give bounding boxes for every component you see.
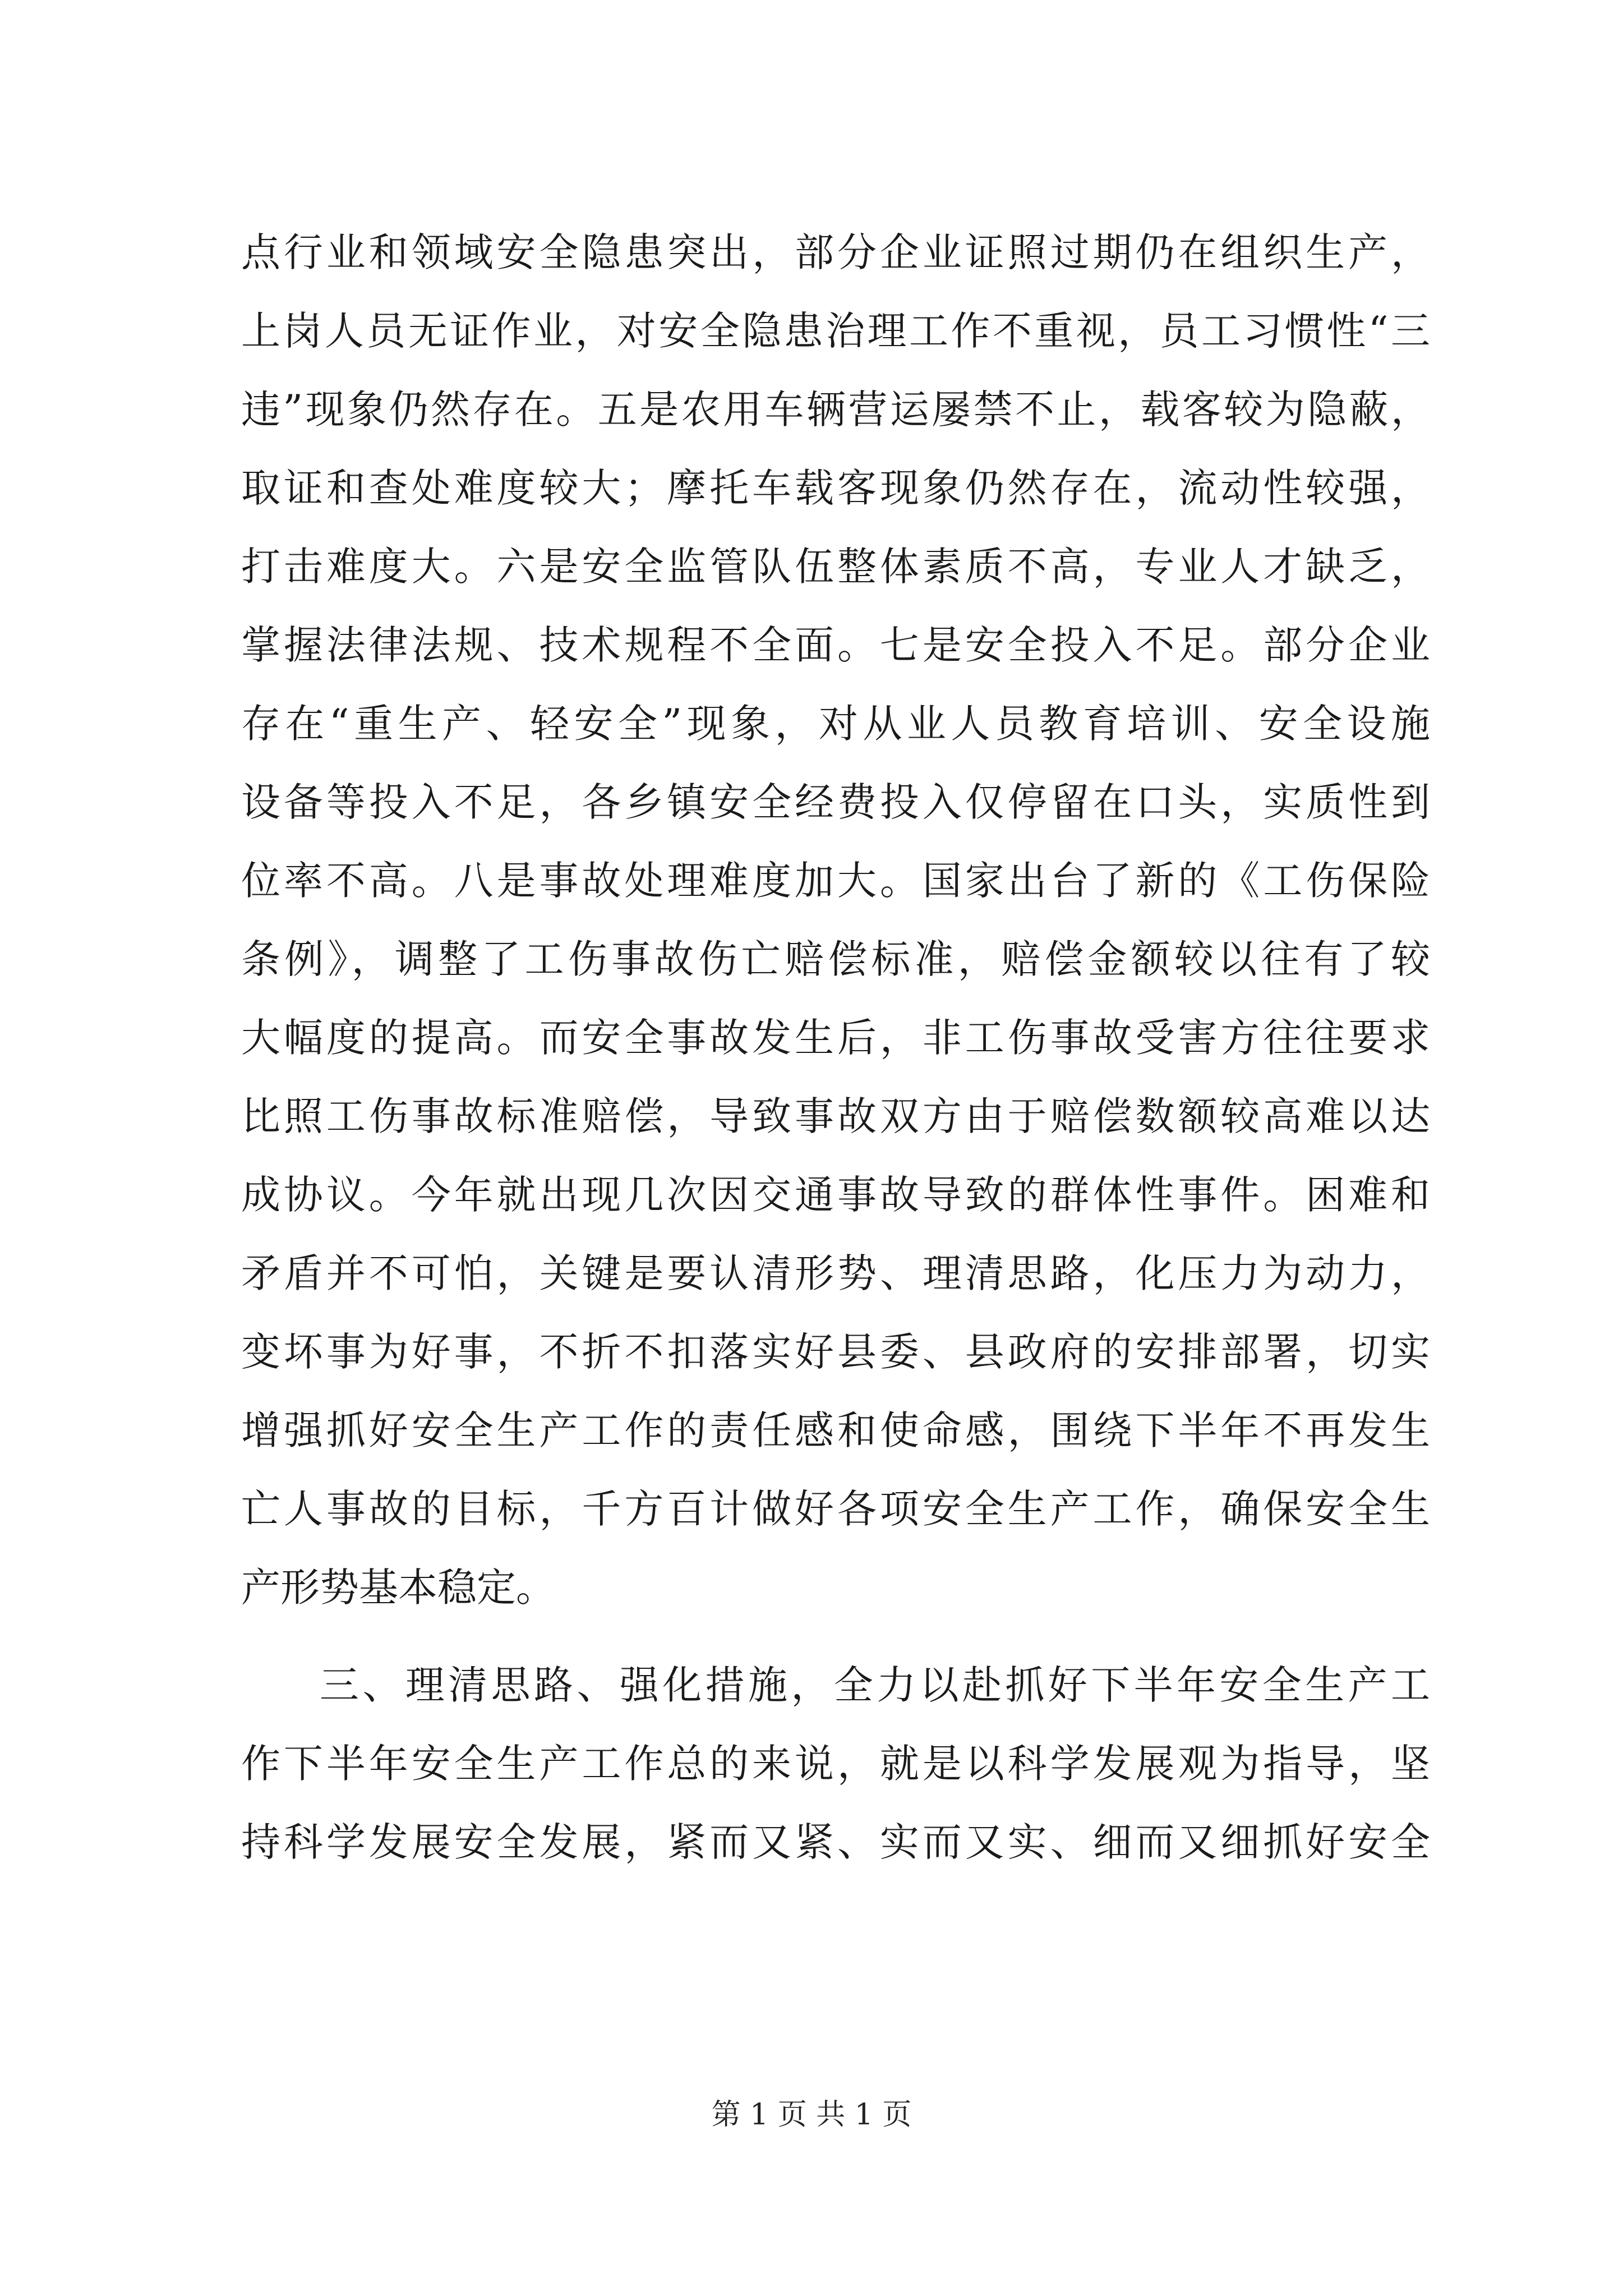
- paragraph-gap: [241, 1627, 1430, 1646]
- text-line: 比照工伤事故标准赔偿，导致事故双方由于赔偿数额较高难以达: [241, 1093, 1430, 1139]
- page-number-footer: 第 1 页 共 1 页: [711, 2098, 912, 2132]
- paragraph-2: [241, 1646, 1430, 1881]
- paragraph-1: [241, 213, 1430, 1627]
- text-line: 打击难度大。六是安全监管队伍整体素质不高，专业人才缺乏，: [241, 544, 1430, 590]
- text-line: 矛盾并不可怕，关键是要认清形势、理清思路，化压力为动力，: [241, 1250, 1430, 1296]
- text-line: 产形势基本稳定。: [241, 1565, 555, 1611]
- text-line: 亡人事故的目标，千方百计做好各项安全生产工作，确保安全生: [241, 1486, 1430, 1532]
- text-line: 设备等投入不足，各乡镇安全经费投入仅停留在口头，实质性到: [241, 779, 1430, 825]
- text-line: 点行业和领域安全隐患突出，部分企业证照过期仍在组织生产，: [241, 229, 1430, 275]
- text-line: 成协议。今年就出现几次因交通事故导致的群体性事件。困难和: [241, 1172, 1430, 1218]
- text-line: 条例》，调整了工伤事故伤亡赔偿标准，赔偿金额较以往有了较: [241, 936, 1430, 982]
- text-line: 掌握法律法规、技术规程不全面。七是安全投入不足。部分企业: [241, 622, 1430, 668]
- text-line: 违”现象仍然存在。五是农用车辆营运屡禁不止，载客较为隐蔽，: [241, 386, 1430, 432]
- text-line: 存在“重生产、轻安全”现象，对从业人员教育培训、安全设施: [241, 701, 1430, 747]
- text-line: 上岗人员无证作业，对安全隐患治理工作不重视，员工习惯性“三: [241, 308, 1430, 354]
- text-line: 持科学发展安全发展，紧而又紧、实而又实、细而又细抓好安全: [241, 1819, 1430, 1865]
- text-line: 取证和查处难度较大；摩托车载客现象仍然存在，流动性较强，: [241, 465, 1430, 511]
- text-line: 三、理清思路、强化措施，全力以赴抓好下半年安全生产工: [320, 1662, 1430, 1708]
- document-body: [241, 213, 1430, 1881]
- text-line: 位率不高。八是事故处理难度加大。国家出台了新的《工伤保险: [241, 858, 1430, 904]
- text-line: 大幅度的提高。而安全事故发生后，非工伤事故受害方往往要求: [241, 1015, 1430, 1061]
- text-line: 增强抓好安全生产工作的责任感和使命感，围绕下半年不再发生: [241, 1407, 1430, 1453]
- text-line: 变坏事为好事，不折不扣落实好县委、县政府的安排部署，切实: [241, 1329, 1430, 1375]
- text-line: 作下半年安全生产工作总的来说，就是以科学发展观为指导，坚: [241, 1741, 1430, 1787]
